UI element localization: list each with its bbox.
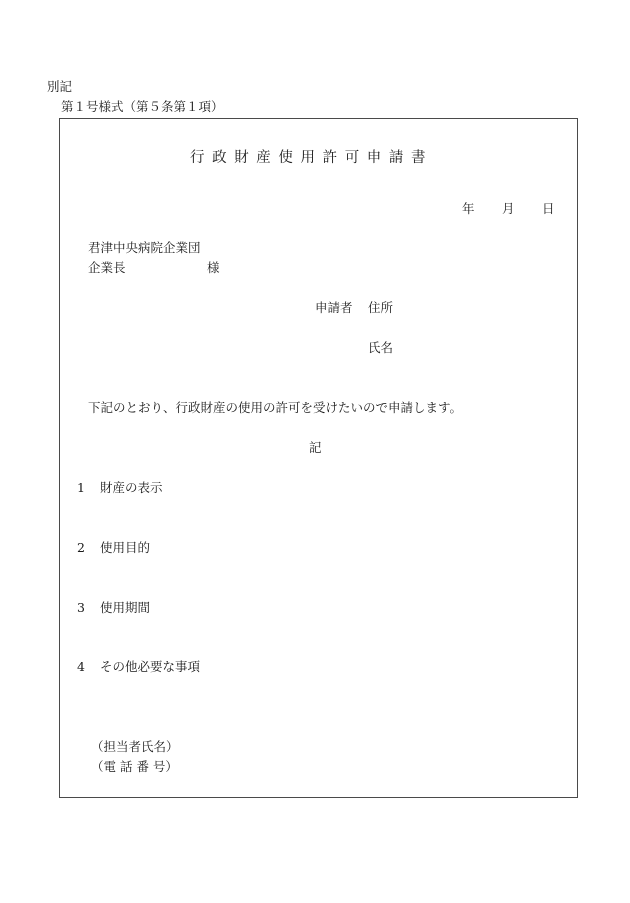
applicant-name-label: 氏名 [368, 340, 394, 355]
item-3-number: 3 [77, 600, 85, 615]
date-year-label: 年 [462, 201, 475, 216]
contact-person-label: （担当者氏名） [91, 739, 179, 754]
item-4-label: その他必要な事項 [100, 659, 201, 674]
item-3-label: 使用期間 [100, 600, 151, 615]
item-2-number: 2 [77, 540, 85, 555]
addressee-organization: 君津中央病院企業団 [88, 240, 201, 255]
ki-heading: 記 [309, 440, 322, 455]
addressee-position: 企業長 [88, 260, 126, 275]
applicant-address-label: 住所 [368, 300, 394, 315]
body-text: 下記のとおり、行政財産の使用の許可を受けたいので申請します。 [88, 400, 463, 415]
contact-phone-label: （電 話 番 号） [91, 759, 178, 774]
form-number-label: 第１号様式（第５条第１項） [61, 99, 224, 114]
item-1-label: 財産の表示 [100, 480, 163, 495]
date-day-label: 日 [542, 201, 555, 216]
item-1-number: 1 [77, 480, 85, 495]
applicant-label: 申請者 [315, 300, 353, 315]
date-month-label: 月 [502, 201, 515, 216]
addressee-honorific: 様 [207, 260, 220, 275]
appendix-label: 別記 [47, 79, 73, 94]
application-form-frame [59, 118, 578, 798]
item-2-label: 使用目的 [100, 540, 151, 555]
form-title: 行政財産使用許可申請書 [190, 150, 434, 166]
item-4-number: 4 [77, 659, 85, 674]
